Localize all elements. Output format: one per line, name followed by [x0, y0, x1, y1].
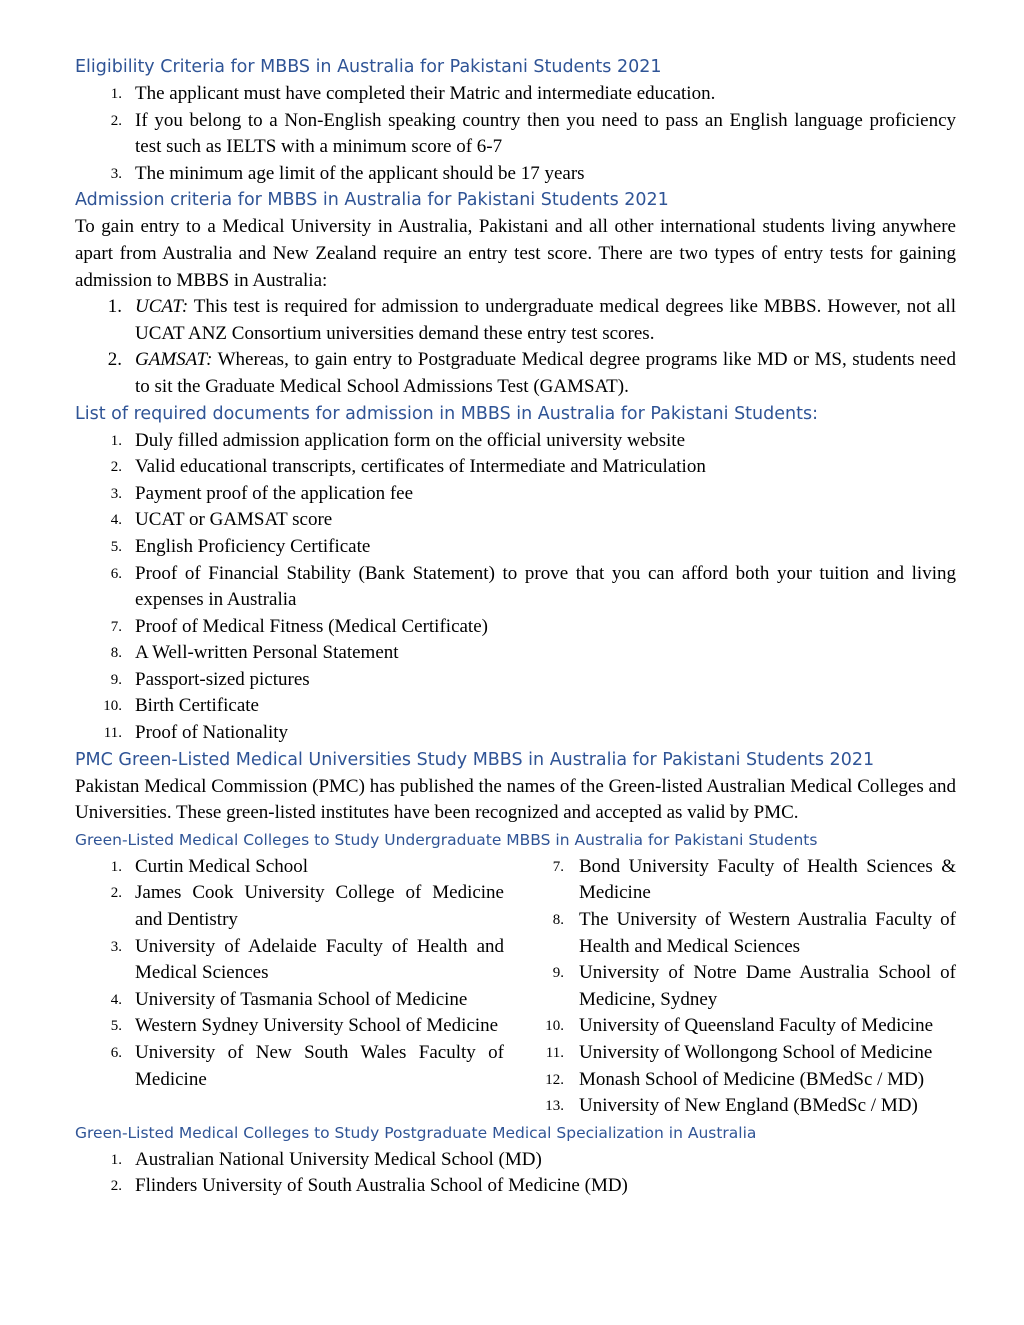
list-number: 4.: [110, 512, 122, 529]
list-number: 7.: [552, 858, 564, 875]
list-item: 6. University of New South Wales Faculty of Medicine: [75, 1040, 504, 1093]
list-number: 13.: [545, 1098, 564, 1115]
admission-intro: To gain entry to a Medical University in Australia, Pakistani and all other international students living anywhere apart from Australia and New Zealand require an entry test score. There are two types of entry tests for gaining admission to MBBS in Australia:: [75, 216, 956, 291]
postgrad-heading: Green-Listed Medical Colleges to Study Postgraduate Medical Specialization in Australia: [75, 1123, 757, 1142]
list-number: 1.: [110, 432, 122, 449]
undergrad-list-left: [75, 854, 504, 1093]
test-name: GAMSAT:: [135, 349, 213, 371]
list-item: 13. University of New England (BMedSc / MD): [527, 1093, 956, 1120]
list-number: 3.: [110, 485, 122, 502]
list-number: 8.: [552, 912, 564, 929]
list-item: 1. Duly filled admission application form on the official university website: [75, 428, 956, 455]
list-number: 11.: [103, 725, 122, 742]
documents-list: [75, 428, 956, 747]
postgrad-list: [75, 1147, 956, 1200]
list-number: 2.: [110, 1178, 122, 1195]
list-item: 11. University of Wollongong School of Medicine: [527, 1040, 956, 1067]
list-item: 2. Flinders University of South Australia School of Medicine (MD): [75, 1173, 956, 1200]
list-number: 10.: [103, 698, 122, 715]
list-number: 5.: [110, 538, 122, 555]
list-item: 2. GAMSAT: Whereas, to gain entry to Postgraduate Medical degree programs like MD or MS, students need to sit the Graduate Medical School Admissions Test (GAMSAT).: [75, 347, 956, 400]
list-item: 2. Valid educational transcripts, certificates of Intermediate and Matriculation: [75, 454, 956, 481]
list-item: 1. Curtin Medical School: [75, 854, 504, 881]
list-number: 2.: [110, 459, 122, 476]
pmc-heading: PMC Green-Listed Medical Universities Study MBBS in Australia for Pakistani Students 2021: [75, 749, 875, 770]
list-number: 6.: [110, 1045, 122, 1061]
list-number: 4.: [110, 991, 122, 1008]
list-item: 2. If you belong to a Non-English speaking country then you need to pass an English language proficiency test such as IELTS with a minimum score of 6-7: [75, 108, 956, 161]
undergrad-right-column: [527, 854, 956, 1120]
list-item: 9. Passport-sized pictures: [75, 667, 956, 694]
list-number: 9.: [552, 965, 564, 982]
list-number: 5.: [110, 1018, 122, 1035]
list-item: 3. The minimum age limit of the applicant should be 17 years: [75, 161, 956, 188]
undergrad-heading: Green-Listed Medical Colleges to Study Undergraduate MBBS in Australia for Pakistani Students: [75, 830, 818, 849]
list-item: 3. University of Adelaide Faculty of Health and Medical Sciences: [75, 934, 504, 987]
documents-heading: List of required documents for admission in MBBS in Australia for Pakistani Students:: [75, 403, 818, 424]
list-number: 8.: [110, 645, 122, 662]
list-item: 5. Western Sydney University School of Medicine: [75, 1013, 504, 1040]
list-number: 7.: [110, 618, 122, 635]
list-item: 3. Payment proof of the application fee: [75, 481, 956, 508]
list-number: 3.: [110, 938, 122, 955]
list-item: 4. UCAT or GAMSAT score: [75, 507, 956, 534]
list-item: 1. The applicant must have completed their Matric and intermediate education.: [75, 81, 956, 108]
list-number: 1.: [110, 86, 122, 102]
list-item: 4. University of Tasmania School of Medicine: [75, 987, 504, 1014]
list-item: 8. The University of Western Australia Faculty of Health and Medical Sciences: [527, 907, 956, 960]
list-number: 2.: [110, 885, 122, 902]
eligibility-heading: Eligibility Criteria for MBBS in Australia for Pakistani Students 2021: [75, 57, 662, 77]
list-number: 1.: [110, 1151, 122, 1168]
entry-test-list: [75, 294, 956, 400]
list-item: 1. Australian National University Medical School (MD): [75, 1147, 956, 1174]
undergrad-list-right: [527, 854, 956, 1120]
list-item: 10. University of Queensland Faculty of Medicine: [527, 1013, 956, 1040]
list-number: 10.: [545, 1018, 564, 1035]
list-item: 1. UCAT: This test is required for admission to undergraduate medical degrees like MBBS. However, not all UCAT ANZ Consortium universities demand these entry test scores.: [75, 294, 956, 347]
document-page: [75, 54, 956, 1200]
list-item: 10. Birth Certificate: [75, 693, 956, 720]
list-number: 11.: [545, 1045, 564, 1061]
list-number: 3.: [110, 165, 122, 182]
list-number: 2.: [110, 112, 122, 129]
list-item: 7. Bond University Faculty of Health Sciences & Medicine: [527, 854, 956, 907]
list-item: 7. Proof of Medical Fitness (Medical Certificate): [75, 614, 956, 641]
list-item: 9. University of Notre Dame Australia School of Medicine, Sydney: [527, 960, 956, 1013]
list-number: 12.: [545, 1071, 564, 1088]
list-item: 6. Proof of Financial Stability (Bank Statement) to prove that you can afford both your tuition and living expenses in Australia: [75, 561, 956, 614]
list-number: 1.: [107, 296, 122, 318]
admission-heading: Admission criteria for MBBS in Australia for Pakistani Students 2021: [75, 190, 669, 211]
list-number: 2.: [107, 349, 122, 371]
undergrad-left-column: [75, 854, 504, 1120]
list-number: 6.: [110, 565, 122, 582]
list-number: 9.: [110, 671, 122, 688]
list-item: 11. Proof of Nationality: [75, 720, 956, 747]
pmc-intro: Pakistan Medical Commission (PMC) has published the names of the Green-listed Australian Medical Colleges and Universities. These green-listed institutes have been recognized and accepted as valid by PMC.: [75, 775, 956, 824]
undergrad-columns: [75, 854, 956, 1120]
list-item: 12. Monash School of Medicine (BMedSc / MD): [527, 1067, 956, 1094]
list-item: 8. A Well-written Personal Statement: [75, 640, 956, 667]
test-name: UCAT:: [135, 296, 189, 318]
list-item: 5. English Proficiency Certificate: [75, 534, 956, 561]
eligibility-list: [75, 81, 956, 187]
list-number: 1.: [110, 858, 122, 875]
list-item: 2. James Cook University College of Medicine and Dentistry: [75, 880, 504, 933]
